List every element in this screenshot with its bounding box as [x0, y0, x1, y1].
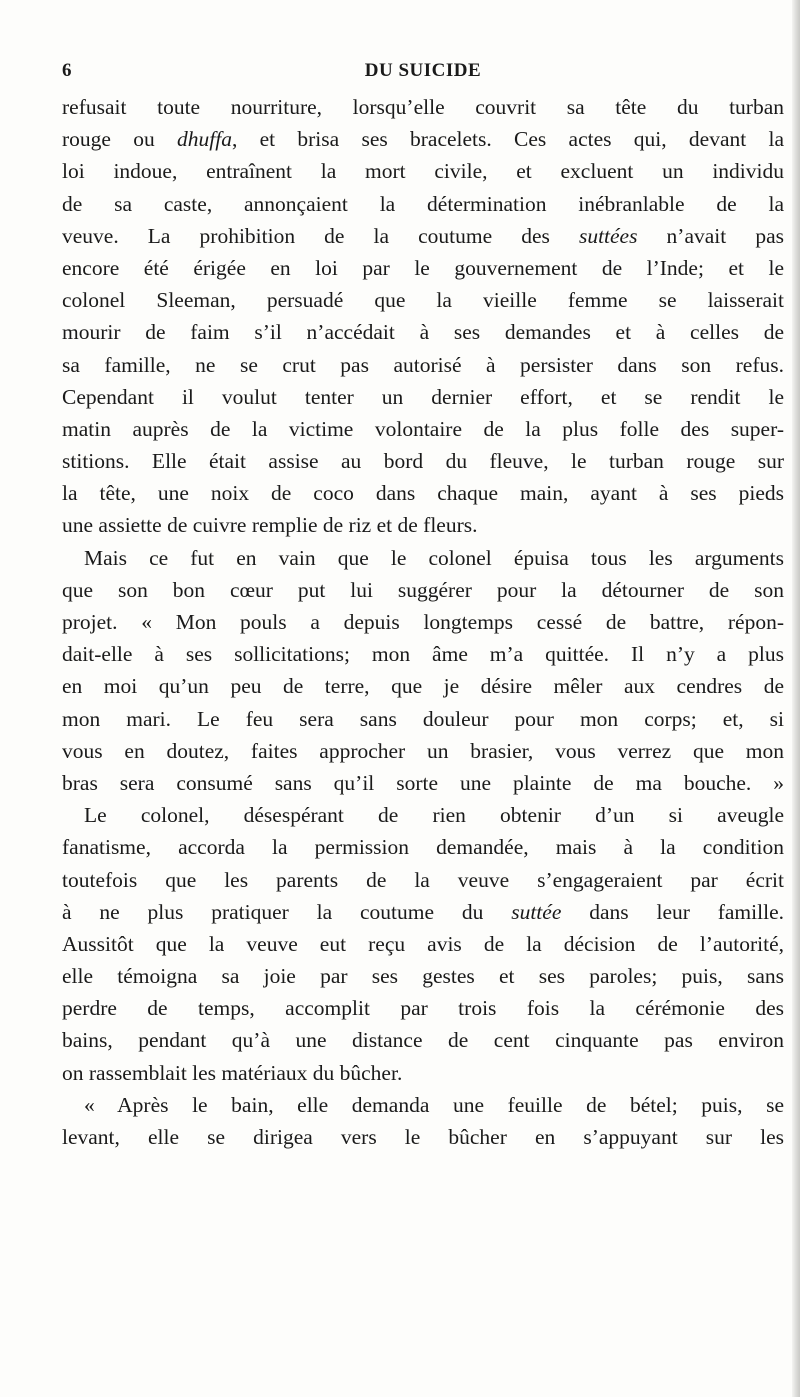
text-line: encore été érigée en loi par le gouvernement de l’Inde; et le — [62, 255, 784, 280]
page-edge-shadow — [792, 0, 800, 1397]
text-line: « Après le bain, elle demanda une feuille de bétel; puis, se — [84, 1092, 784, 1117]
text-line: dait-elle à ses sollicitations; mon âme m’a quittée. Il n’y a plus — [62, 642, 784, 667]
text-line: à ne plus pratiquer la coutume du suttée dans leur famille. — [62, 899, 784, 924]
text-line: refusait toute nourriture, lorsqu’elle couvrit sa tête du turban — [62, 95, 784, 119]
text-line: Le colonel, désespérant de rien obtenir d’un si aveugle — [84, 803, 784, 828]
text-line: perdre de temps, accomplit par trois fois la cérémonie des — [62, 996, 784, 1021]
text-line: sa famille, ne se crut pas autorisé à persister dans son refus. — [62, 352, 784, 377]
text-line: de sa caste, annonçaient la détermination inébranlable de la — [62, 191, 784, 216]
body-text — [62, 91, 784, 1153]
text-line: levant, elle se dirigea vers le bûcher en s’appuyant sur les — [62, 1125, 784, 1149]
text-line: bains, pendant qu’à une distance de cent cinquante pas environ — [62, 1028, 784, 1053]
text-line: on rassemblait les matériaux du bûcher. — [62, 1060, 403, 1085]
text-line: veuve. La prohibition de la coutume des suttées n’avait pas — [62, 223, 784, 248]
text-line: colonel Sleeman, persuadé que la vieille femme se laisserait — [62, 288, 784, 313]
text-line: projet. « Mon pouls a depuis longtemps cessé de battre, répon- — [62, 610, 784, 634]
text-line: fanatisme, accorda la permission demandée, mais à la condition — [62, 835, 784, 860]
text-line: en moi qu’un peu de terre, que je désire mêler aux cendres de — [62, 674, 784, 699]
text-line: que son bon cœur put lui suggérer pour la détourner de son — [62, 577, 784, 602]
text-line: une assiette de cuivre remplie de riz et de fleurs. — [62, 513, 478, 538]
page-header — [62, 60, 784, 86]
text-line: stitions. Elle était assise au bord du fleuve, le turban rouge sur — [62, 449, 784, 474]
text-line: loi indoue, entraînent la mort civile, et excluent un individu — [62, 159, 784, 184]
text-line: Cependant il voulut tenter un dernier effort, et se rendit le — [62, 384, 784, 409]
text-line: elle témoigna sa joie par ses gestes et ses paroles; puis, sans — [62, 964, 784, 989]
page-number: 6 — [62, 60, 72, 81]
text-line: vous en doutez, faites approcher un brasier, vous verrez que mon — [62, 738, 784, 763]
text-line: toutefois que les parents de la veuve s’engageraient par écrit — [62, 867, 784, 892]
text-line: matin auprès de la victime volontaire de la plus folle des super- — [62, 416, 784, 441]
text-line: Aussitôt que la veuve eut reçu avis de la décision de l’autorité, — [62, 931, 784, 956]
text-line: la tête, une noix de coco dans chaque main, ayant à ses pieds — [62, 481, 784, 506]
text-line: mon mari. Le feu sera sans douleur pour mon corps; et, si — [62, 706, 784, 731]
text-line: mourir de faim s’il n’accédait à ses demandes et à celles de — [62, 320, 784, 345]
text-line: bras sera consumé sans qu’il sorte une plainte de ma bouche. » — [62, 770, 784, 795]
text-line: rouge ou dhuffa, et brisa ses bracelets. Ces actes qui, devant la — [62, 127, 785, 152]
running-title: DU SUICIDE — [364, 60, 482, 81]
text-line: Mais ce fut en vain que le colonel épuisa tous les arguments — [84, 545, 784, 570]
